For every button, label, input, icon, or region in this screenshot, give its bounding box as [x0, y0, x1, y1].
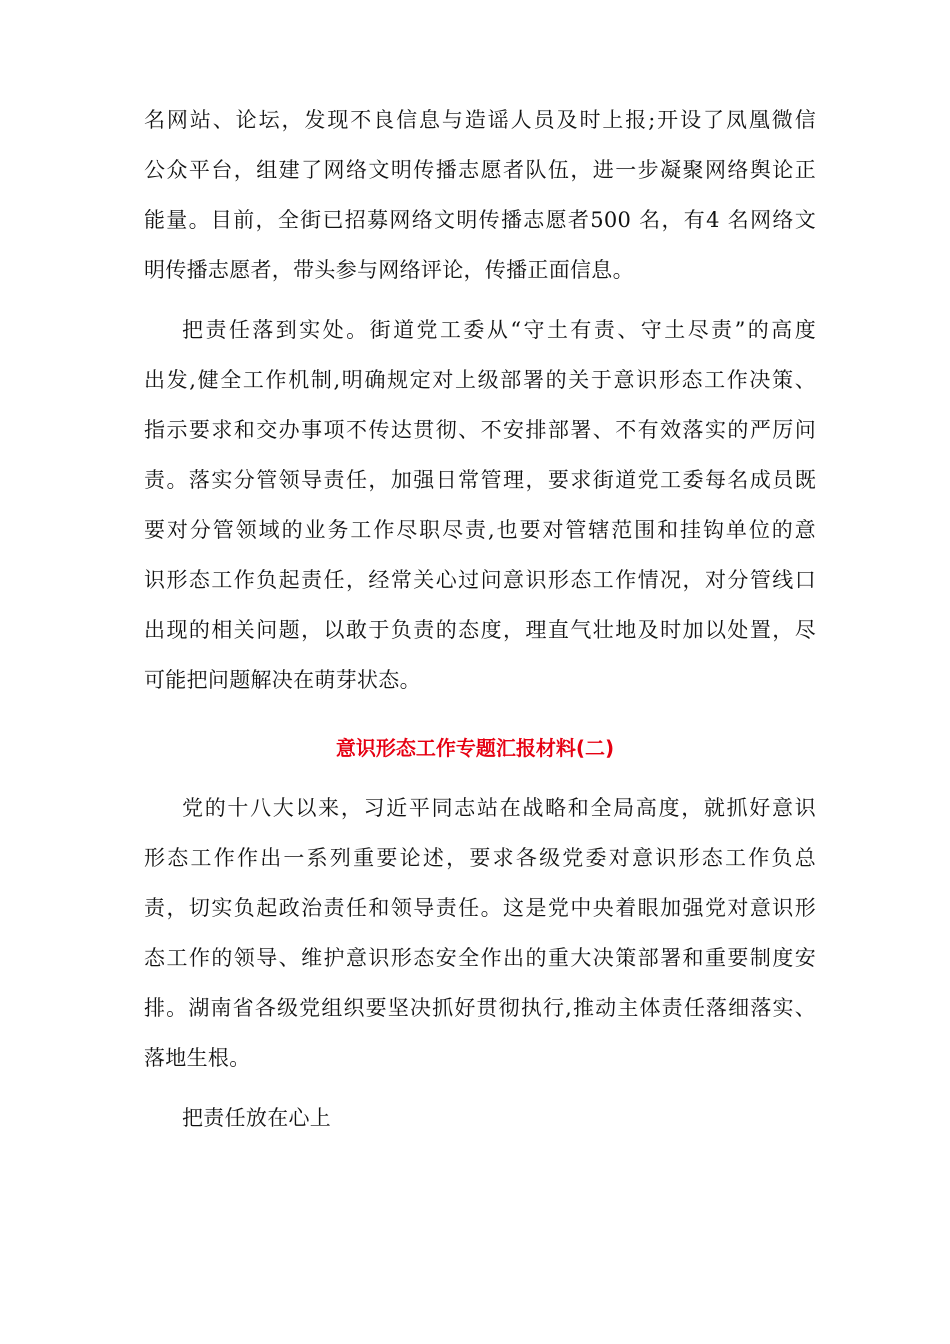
- paragraph-line: 责，切实负起政治责任和领导责任。这是党中央着眼加强党对意识形: [144, 896, 816, 920]
- paragraph-line: 识形态工作负起责任，经常关心过问意识形态工作情况，对分管线口: [144, 568, 816, 592]
- paragraph-line: 公众平台，组建了网络文明传播志愿者队伍，进一步凝聚网络舆论正: [144, 158, 816, 182]
- paragraph-line: 责。落实分管领导责任，加强日常管理，要求街道党工委每名成员既: [144, 468, 816, 492]
- section-heading: 意识形态工作专题汇报材料(二): [335, 736, 615, 760]
- paragraph-line: 明传播志愿者，带头参与网络评论，传播正面信息。: [144, 258, 634, 282]
- paragraph-line: 排。湖南省各级党组织要坚决抓好贯彻执行,推动主体责任落细落实、: [144, 996, 816, 1020]
- paragraph-line: 态工作的领导、维护意识形态安全作出的重大决策部署和重要制度安: [144, 946, 816, 970]
- paragraph-line: 落地生根。: [144, 1046, 251, 1070]
- paragraph-line: 指示要求和交办事项不传达贯彻、不安排部署、不有效落实的严厉问: [144, 418, 816, 442]
- paragraph-line: 出发,健全工作机制,明确规定对上级部署的关于意识形态工作决策、: [144, 368, 816, 392]
- paragraph-line: 能量。目前，全街已招募网络文明传播志愿者500 名，有4 名网络文: [144, 208, 816, 232]
- paragraph-line: 形态工作作出一系列重要论述，要求各级党委对意识形态工作负总: [144, 846, 816, 870]
- paragraph-line: 可能把问题解决在萌芽状态。: [144, 668, 421, 692]
- paragraph-line: 名网站、论坛，发现不良信息与造谣人员及时上报;开设了凤凰微信: [144, 108, 816, 132]
- paragraph-line: 党的十八大以来，习近平同志站在战略和全局高度，就抓好意识: [182, 796, 816, 820]
- paragraph-line: 出现的相关问题，以敢于负责的态度，理直气壮地及时加以处置，尽: [144, 618, 816, 642]
- paragraph-subheading: 把责任放在心上: [182, 1106, 332, 1130]
- paragraph-line: 把责任落到实处。街道党工委从“守土有责、守土尽责”的高度: [182, 318, 816, 342]
- paragraph-line: 要对分管领域的业务工作尽职尽责,也要对管辖范围和挂钩单位的意: [144, 518, 816, 542]
